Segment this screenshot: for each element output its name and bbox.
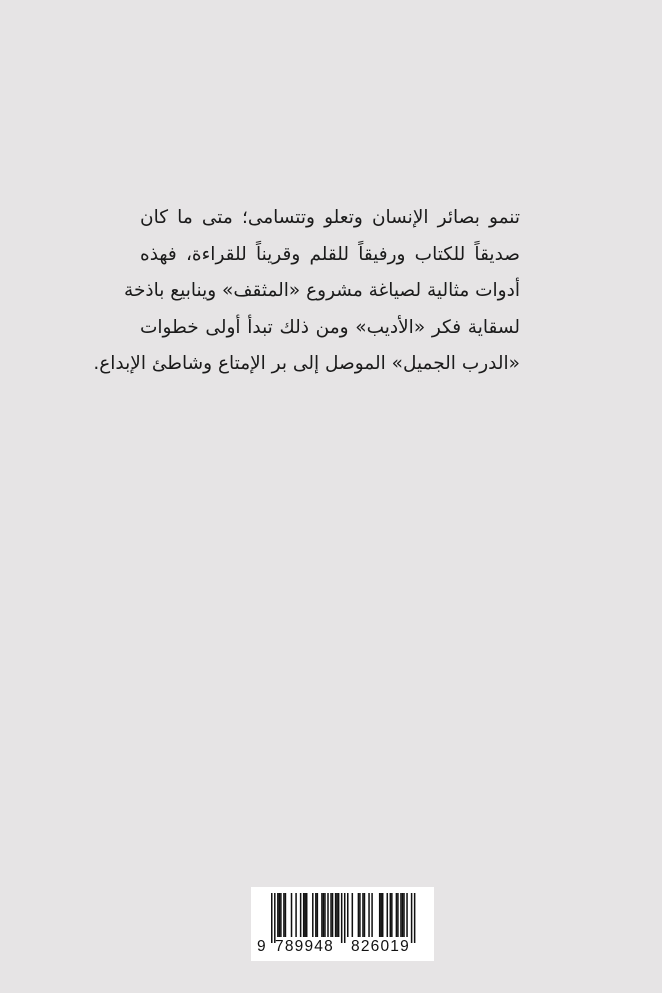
barcode-bar bbox=[352, 893, 354, 937]
barcode-bar bbox=[403, 893, 405, 937]
barcode-bar bbox=[304, 893, 306, 937]
barcode-bar bbox=[362, 893, 364, 937]
barcode-bar bbox=[330, 893, 332, 937]
barcode-bar bbox=[387, 893, 389, 937]
barcode-bar bbox=[371, 893, 373, 937]
blurb-line-4: لسقاية فكر «الأديب» ومن ذلك تبدأ أولى خطوات bbox=[140, 316, 520, 338]
barcode-bar bbox=[344, 893, 346, 943]
barcode-bar bbox=[300, 893, 302, 937]
barcode-bar bbox=[336, 893, 338, 937]
barcode-bar bbox=[315, 893, 317, 937]
barcode-bar bbox=[291, 893, 293, 937]
barcode-bar bbox=[295, 893, 297, 937]
isbn-first-digit: 9 bbox=[257, 938, 267, 955]
barcode-bar bbox=[414, 893, 416, 943]
isbn-right-group: 826019 bbox=[351, 938, 410, 955]
barcode-bar bbox=[332, 893, 334, 937]
barcode-bar bbox=[321, 893, 323, 937]
barcode-bar bbox=[364, 893, 366, 937]
barcode-bar bbox=[323, 893, 325, 937]
barcode-bar bbox=[402, 893, 404, 937]
barcode-bar bbox=[303, 893, 305, 937]
barcode-bar bbox=[285, 893, 287, 937]
barcode-bar bbox=[324, 893, 326, 937]
blurb-line-2: صديقاً للكتاب ورفيقاً للقلم وقريناً للقراءة، فهذه bbox=[140, 243, 520, 265]
blurb-line-1: تنمو بصائر الإنسان وتعلو وتتسامى؛ متى ما كان bbox=[140, 207, 520, 228]
barcode-bar bbox=[382, 893, 384, 937]
barcode-bar bbox=[400, 893, 402, 937]
barcode-bar bbox=[411, 893, 413, 943]
blurb-line-5: «الدرب الجميل» الموصل إلى بر الإمتاع وشاطئ الإبداع. bbox=[93, 353, 520, 374]
barcode-bar bbox=[368, 893, 370, 937]
barcode-bar bbox=[283, 893, 285, 937]
barcode-bar bbox=[335, 893, 337, 937]
barcode-bar bbox=[271, 893, 273, 943]
barcode-bar bbox=[327, 893, 329, 937]
barcode-bar bbox=[380, 893, 382, 937]
barcode-bar bbox=[390, 893, 392, 937]
barcode-bar bbox=[312, 893, 314, 937]
barcode-bar bbox=[396, 893, 398, 937]
barcode-bar bbox=[277, 893, 279, 937]
barcode-bar bbox=[317, 893, 319, 937]
barcode-bar bbox=[358, 893, 360, 937]
barcode-bar bbox=[397, 893, 399, 937]
barcode-bar bbox=[391, 893, 393, 937]
barcode-bar bbox=[379, 893, 381, 937]
back-cover-blurb bbox=[93, 200, 520, 383]
barcode-bar bbox=[279, 893, 281, 937]
barcode-bar bbox=[306, 893, 308, 937]
barcode-bar bbox=[359, 893, 361, 937]
barcode-bar bbox=[274, 893, 276, 943]
barcode-bar bbox=[338, 893, 340, 937]
barcode-bar bbox=[341, 893, 343, 943]
blurb-line-3: أدوات مثالية لصياغة مشروع «المثقف» وينابيع باذخة bbox=[124, 280, 520, 301]
barcode-bar bbox=[280, 893, 282, 937]
isbn-barcode bbox=[251, 887, 434, 961]
isbn-number bbox=[251, 938, 434, 958]
barcode-bar bbox=[347, 893, 349, 937]
barcode-bar bbox=[406, 893, 408, 937]
isbn-left-group: 789948 bbox=[275, 938, 334, 955]
